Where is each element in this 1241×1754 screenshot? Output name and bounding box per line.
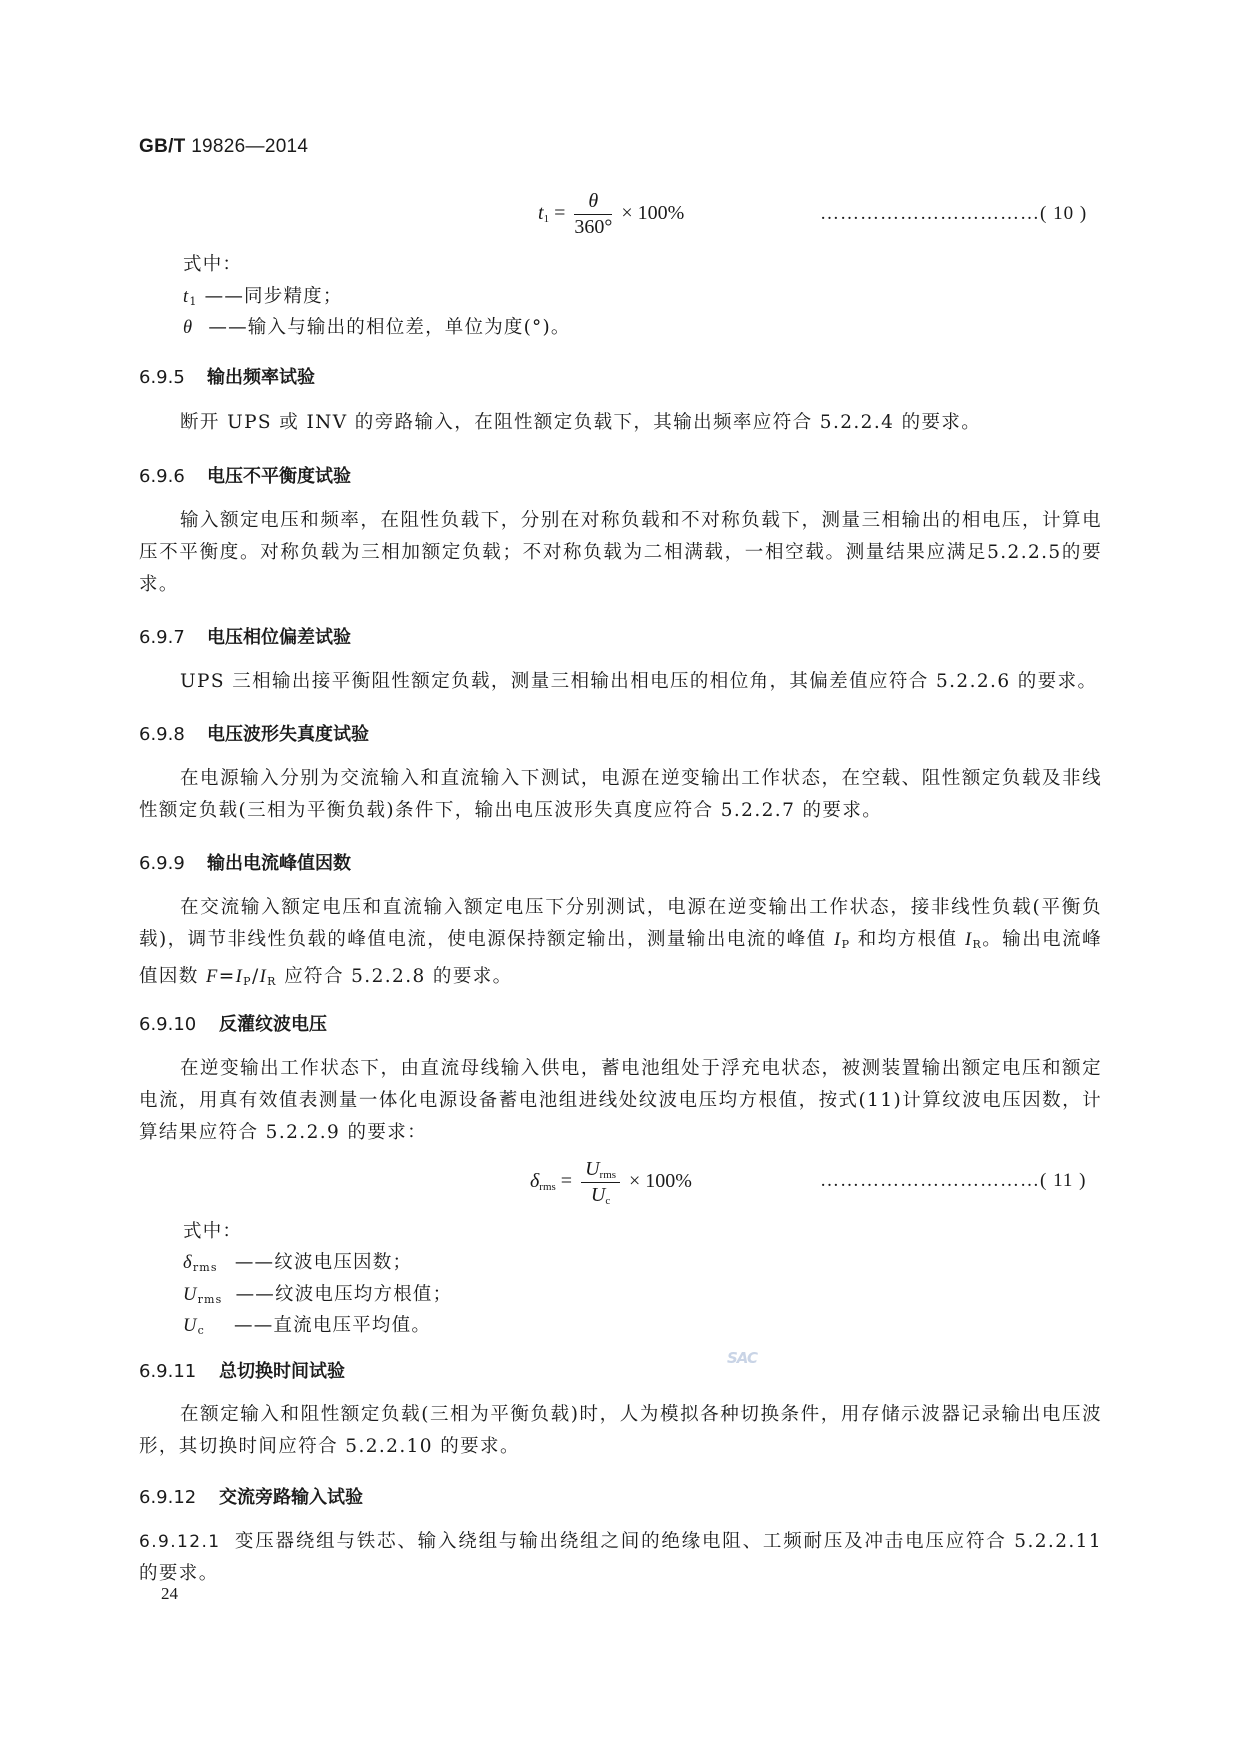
- formula-11: $\delta_{rms}$ = $\frac{U_{rms}}{U_c}$ × 100%: [530, 1158, 692, 1207]
- where2-symbol-sub: rms: [197, 1293, 223, 1306]
- section-number: 6.9.9: [139, 853, 185, 874]
- where1-symbol-sub: 1: [189, 295, 198, 308]
- section-heading-6-9-5: [139, 363, 315, 389]
- where2-desc: ——直流电压平均值。: [234, 1315, 432, 1336]
- standard-number: 19826—2014: [191, 136, 309, 157]
- where2-desc: ——纹波电压因数；: [234, 1252, 413, 1273]
- page-number: 24: [161, 1584, 178, 1603]
- formula11-denominator: [581, 1183, 620, 1207]
- section-number: 6.9.8: [139, 724, 185, 745]
- section-number: 6.9.11: [139, 1361, 197, 1382]
- section-paragraph-6-9-5: 断开 UPS 或 INV 的旁路输入，在阻性额定负载下，其输出频率应符合 5.2.2.4 的要求。: [180, 412, 982, 433]
- section-heading-6-9-9: [139, 849, 351, 875]
- section-heading-6-9-11: [139, 1357, 345, 1383]
- section-paragraph-6-9-11: 在额定输入和阻性额定负载(三相为平衡负载)时，人为模拟各种切换条件，用存储示波器记录输出电压波形，其切换时间应符合 5.2.2.10 的要求。: [139, 1404, 1102, 1457]
- symbol-ir-sub: R: [972, 938, 983, 951]
- section-title: 反灌纹波电压: [219, 1014, 327, 1035]
- section-paragraph-6-9-12-1: [139, 1526, 1102, 1590]
- formula11-den-symbol: U: [590, 1184, 606, 1206]
- formula11-lhs-sub: rms: [539, 1181, 556, 1194]
- section-number: 6.9.10: [139, 1014, 197, 1035]
- para-text: 在交流输入额定电压和直流输入额定电压下分别测试，电源在逆变输出工作状态，接非线性负载(平衡负载)，调节非线性负载的峰值电流，使电源保持额定输出，测量输出电流的峰值: [139, 897, 1102, 950]
- where1-desc: ——输入与输出的相位差，单位为度(°)。: [208, 317, 571, 338]
- symbol-ip-sub: P: [841, 938, 851, 951]
- formula10-denominator: 360°: [574, 216, 613, 238]
- formula11-fraction: [581, 1158, 620, 1207]
- section-number: 6.9.12: [139, 1487, 197, 1508]
- where1-symbol: t: [183, 287, 190, 307]
- standard-prefix: GB/T: [139, 136, 186, 157]
- para-text: 变压器绕组与铁芯、输入绕组与输出绕组之间的绝缘电阻、工频耐压及冲击电压应符合 5.2.2.11 的要求。: [139, 1531, 1102, 1584]
- formula11-eqno: ……………………………( 11 ): [820, 1170, 1087, 1191]
- formula10-lhs: t: [538, 202, 544, 225]
- where1-desc: ——同步精度；: [204, 286, 343, 307]
- where1-item: [183, 313, 571, 339]
- formula10-fraction: [574, 190, 612, 239]
- para-text: 应符合 5.2.2.8 的要求。: [284, 966, 513, 987]
- section-title: 电压相位偏差试验: [207, 627, 351, 648]
- section-title: 电压不平衡度试验: [207, 466, 351, 487]
- formula10-numerator: θ: [574, 190, 612, 215]
- formula10-lhs-sub: 1: [543, 213, 550, 226]
- formula11-lhs: δ: [530, 1170, 540, 1193]
- section-title: 输出频率试验: [207, 367, 315, 388]
- where2-item: [183, 1248, 412, 1274]
- where2-symbol: U: [183, 1285, 198, 1305]
- formula11-num-symbol: U: [585, 1158, 600, 1180]
- section-heading-6-9-10: [139, 1010, 327, 1036]
- where1-symbol: θ: [183, 318, 194, 338]
- symbol-f: F: [205, 967, 219, 987]
- section-number: 6.9.12.1: [139, 1532, 221, 1552]
- formula-10: $t_1$ = $\frac{\theta}{360^\circ}$ × 100%: [538, 190, 685, 238]
- where2-symbol: δ: [183, 1253, 193, 1273]
- section-heading-6-9-12: [139, 1483, 363, 1509]
- where1-item: [183, 282, 343, 308]
- formula11-numerator: [581, 1158, 620, 1183]
- symbol-ir: I: [964, 930, 973, 950]
- section-paragraph-6-9-7: UPS 三相输出接平衡阻性额定负载，测量三相输出相电压的相位角，其偏差值应符合 5.2.2.6 的要求。: [180, 671, 1098, 692]
- formula10-eqno: ……………………………( 10 ): [820, 203, 1088, 224]
- section-heading-6-9-6: [139, 462, 351, 488]
- where1-title: 式中：: [183, 254, 243, 275]
- where2-item: [183, 1311, 431, 1337]
- where2-desc: ——纹波电压均方根值；: [235, 1284, 453, 1305]
- symbol-ip: I: [834, 930, 842, 950]
- sac-watermark: SAC: [727, 1349, 757, 1367]
- formula11-den-sub: c: [605, 1195, 611, 1207]
- section-number: 6.9.7: [139, 627, 185, 648]
- section-heading-6-9-8: [139, 720, 369, 746]
- formula10-rhs: × 100%: [621, 202, 685, 225]
- section-number: 6.9.5: [139, 367, 185, 388]
- section-title: 总切换时间试验: [219, 1361, 345, 1382]
- section-title: 交流旁路输入试验: [219, 1487, 363, 1508]
- para-text: 。输出电流峰值因数: [139, 929, 1103, 987]
- section-number: 6.9.6: [139, 466, 185, 487]
- formula11-rhs: × 100%: [629, 1170, 692, 1193]
- document-code: [139, 136, 308, 158]
- section-title: 电压波形失真度试验: [207, 724, 369, 745]
- formula11-num-sub: rms: [599, 1169, 617, 1181]
- where2-title: 式中：: [183, 1221, 243, 1242]
- section-paragraph-6-9-10: 在逆变输出工作状态下，由直流母线输入供电，蓄电池组处于浮充电状态，被测装置输出额定电压和额定电流，用真有效值表测量一体化电源设备蓄电池组进线处纹波电压均方根值，按式(11)计算纹波电压因数，计算结果应符合 5.2.2.9 的要求：: [139, 1058, 1102, 1143]
- section-paragraph-6-9-8: 在电源输入分别为交流输入和直流输入下测试，电源在逆变输出工作状态，在空载、阻性额定负载及非线性额定负载(三相为平衡负载)条件下，输出电压波形失真度应符合 5.2.2.7 的要求。: [139, 768, 1102, 821]
- where2-symbol-sub: c: [197, 1324, 205, 1337]
- where2-symbol-sub: rms: [192, 1261, 218, 1274]
- section-heading-6-9-7: [139, 623, 351, 649]
- section-paragraph-6-9-6: 输入额定电压和频率，在阻性负载下，分别在对称负载和不对称负载下，测量三相输出的相电压，计算电压不平衡度。对称负载为三相加额定负载；不对称负载为二相满载，一相空载。测量结果应满足5.2.2.5的要求。: [139, 510, 1102, 595]
- para-text: 和均方根值: [857, 929, 958, 950]
- section-title: 输出电流峰值因数: [207, 853, 351, 874]
- where2-item: [183, 1280, 452, 1306]
- section-paragraph-6-9-9: 在交流输入额定电压和直流输入额定电压下分别测试，电源在逆变输出工作状态，接非线性负载(平衡负载)，调节非线性负载的峰值电流，使电源保持额定输出，测量输出电流的峰值 $I_P$ 和均方根值 $I_R$。输出电流峰值因数 $F=I_P/I_R$ 应符合 5.2.2.8 的要求。: [139, 897, 1103, 988]
- where2-symbol: U: [183, 1316, 198, 1336]
